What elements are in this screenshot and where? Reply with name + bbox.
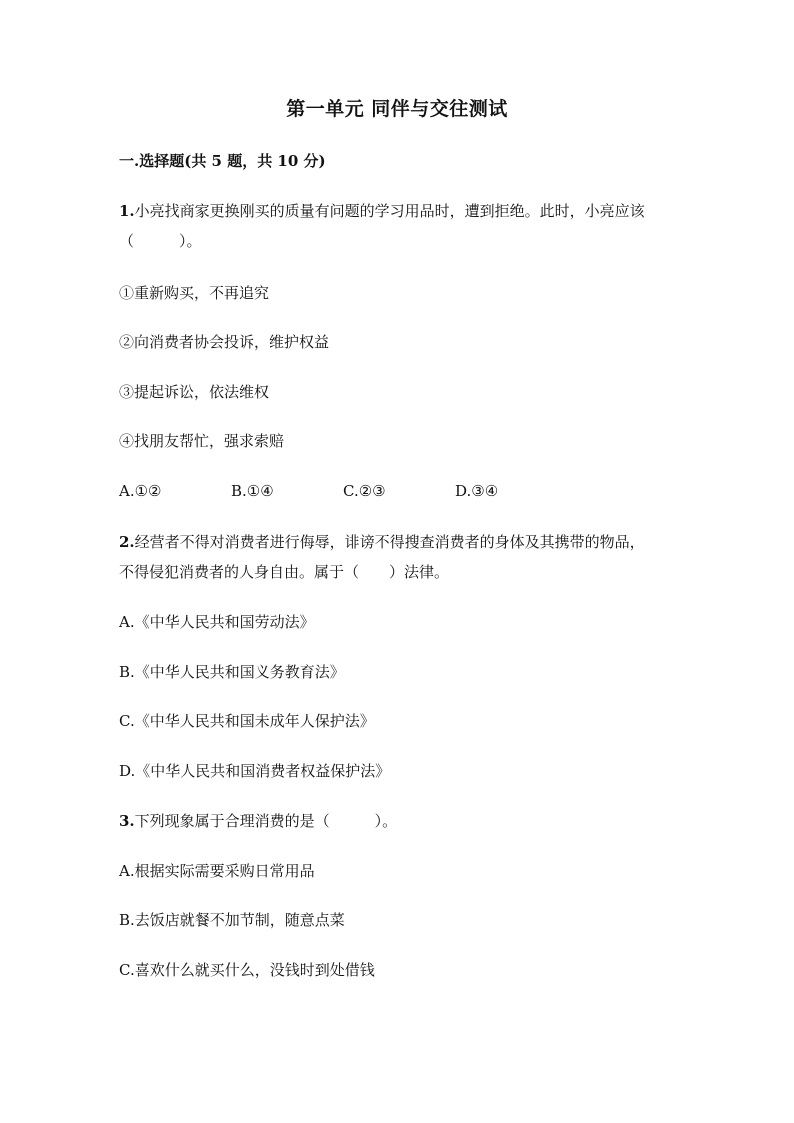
question-1-option-c: C.②③ [343,482,386,500]
question-3-option-a: A.根据实际需要采购日常用品 [119,862,315,880]
question-3-option-b: B.去饭店就餐不加节制，随意点菜 [119,911,345,929]
question-2-number: 2. [119,533,135,551]
question-2-text: 经营者不得对消费者进行侮辱，诽谤不得搜查消费者的身体及其携带的物品， [134,533,645,551]
question-2-stem-line2: 不得侵犯消费者的人身自由。属于（ ）法律。 [119,563,450,581]
page-title: 第一单元 同伴与交往测试 [286,98,508,120]
question-1-statement-2: ②向消费者协会投诉，维护权益 [119,333,330,351]
question-2-option-a: A.《中华人民共和国劳动法》 [119,613,315,631]
question-1-stem-line2: （ ）。 [119,232,202,250]
question-2-stem-line1 [119,531,645,553]
question-3-stem [119,810,397,832]
question-3-option-c: C.喜欢什么就买什么，没钱时到处借钱 [119,961,375,979]
question-1-option-b: B.①④ [231,482,274,500]
section-header: 一.选择题(共 5 题，共 10 分) [119,152,326,170]
question-1-text: 小亮找商家更换刚买的质量有问题的学习用品时，遭到拒绝。此时，小亮应该 [134,202,645,220]
question-1-option-d: D.③④ [455,482,499,500]
question-3-number: 3. [119,812,135,830]
question-1-number: 1. [119,202,135,220]
question-1-option-a: A.①② [119,482,162,500]
question-1-statement-1: ①重新购买，不再追究 [119,284,270,302]
question-2-option-c: C.《中华人民共和国未成年人保护法》 [119,712,375,730]
question-2-option-d: D.《中华人民共和国消费者权益保护法》 [119,762,391,780]
question-2-option-b: B.《中华人民共和国义务教育法》 [119,663,345,681]
question-1-stem-line1 [119,200,645,222]
question-1-statement-3: ③提起诉讼，依法维权 [119,383,270,401]
question-3-text: 下列现象属于合理消费的是（ ）。 [134,812,398,830]
question-1-statement-4: ④找朋友帮忙，强求索赔 [119,432,285,450]
question-1-options [119,480,567,502]
